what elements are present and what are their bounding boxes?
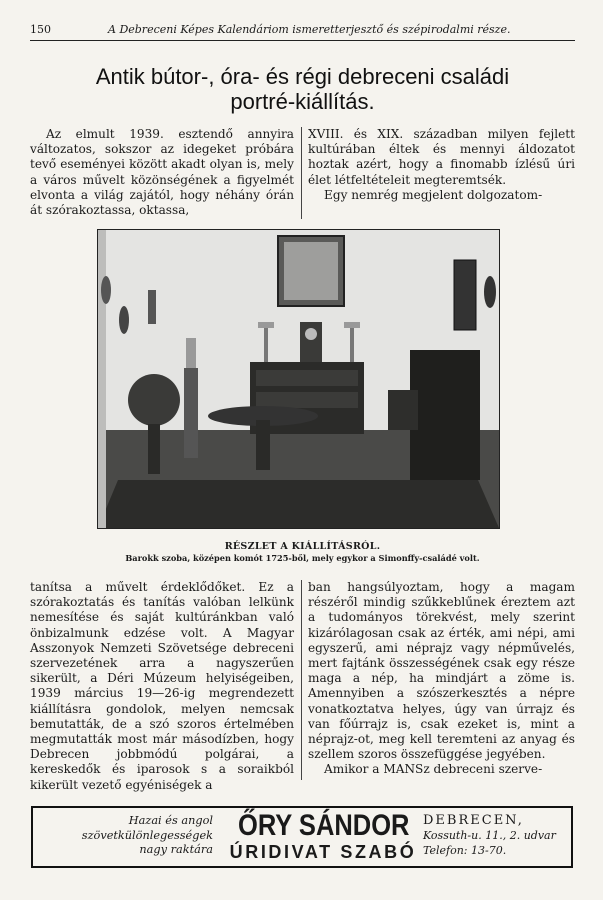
ad-phone: Telefon: 13-70.: [423, 844, 507, 857]
paragraph: Amikor a MANSz debreceni szerve-: [324, 762, 543, 777]
exhibition-photo: [97, 229, 500, 529]
ad-brand: ŐRY SÁNDOR: [238, 809, 410, 842]
column-bottom-left: [30, 580, 294, 792]
column-divider: [301, 127, 302, 219]
article-title-line-1: Antik bútor-, óra- és régi debreceni családi: [95, 64, 510, 89]
column-bottom-right: [308, 580, 575, 780]
ad-city: DEBRECEN,: [423, 813, 524, 828]
page-number: 150: [30, 23, 51, 36]
ad-left-block: [43, 814, 213, 858]
paragraph: XVIII. és XIX. században milyen fejlett kultúrában éltek és mennyi áldozatot hoztak azért, hogy a finomabb ízlésű úri élet létfeltételeit megteremtsék.: [308, 127, 575, 187]
paragraph: tanítsa a művelt érdeklődőket. Ez a szórakoztatás és tanítás valóban lelkünk nemesítése és saját kultúránkban való önbizalmunk edzése volt. A Magyar Asszonyok Nemzeti Szövetsége debreceni szervezetének arra a nagyszerűen sikerült, a Déri Múzeum helyiségeiben, 1939 március 19—26-ig megrendezett kiállításra gondolok, melyen nemcsak bemutatták, de a szó szoros értelmében megmutatták most már másodízben, hogy Debrecen jobbmódú polgárai, a kereskedők és iparosok s a soraikból kikerült vezető egyéniségek a: [30, 580, 294, 792]
advertisement: [31, 806, 573, 868]
ad-right-block: [423, 813, 568, 858]
caption-text: Barokk szoba, középen komót 1725-ből, mely egykor a Simonffy-családé volt.: [125, 553, 480, 563]
paragraph: Egy nemrég megjelent dolgozatom-: [324, 187, 543, 202]
ad-tagline: ÚRIDIVAT SZABÓ: [229, 842, 417, 862]
column-divider: [301, 580, 302, 780]
ad-address: Kossuth-u. 11., 2. udvar: [423, 829, 556, 842]
running-header: [30, 22, 575, 41]
ad-left-line: szövetkülönlegességek: [81, 828, 213, 842]
paragraph: ban hangsúlyoztam, hogy a magam részéről mindig szűkkeblűnek éreztem azt a tudományos törekvést, mely szerint kizárólagosan csak az érték, ami népi, ami egyszerű, ami néprajz vagy népművelés, mert fajtánk összességének csak egy része maga a nép, ha mindjárt a zöme is. Amennyiben a szószerkesztés a népre vonatkoztatva helyes, úgy van úrrajz és van főúrrajz is, csak ezeket is, mint a néprajz-ot, meg kell teremteni az anyag és szellem szoros összefüggése jegyében.: [308, 580, 575, 762]
article-title: [30, 64, 575, 114]
ad-left-line: nagy raktára: [139, 843, 213, 856]
column-top-left: [30, 127, 294, 219]
ad-center-block: [223, 810, 423, 863]
caption-title: RÉSZLET A KIÁLLÍTÁSRÓL.: [224, 541, 381, 552]
column-top-right: [308, 127, 575, 219]
paragraph: Az elmult 1939. esztendő annyira változatos, sokszor az idegeket próbára tevő eseményei között akadt olyan is, mely a város művelt közönségének a figyelmét elvonta a világ zajától, hogy néhány órán át szórakoztassa, oktassa,: [30, 127, 294, 218]
article-title-line-2: portré-kiállítás.: [230, 89, 375, 114]
ad-left-line: Hazai és angol: [128, 814, 213, 827]
running-title: A Debreceni Képes Kalendáriom ismeretterjesztő és szépirodalmi része.: [108, 23, 511, 36]
